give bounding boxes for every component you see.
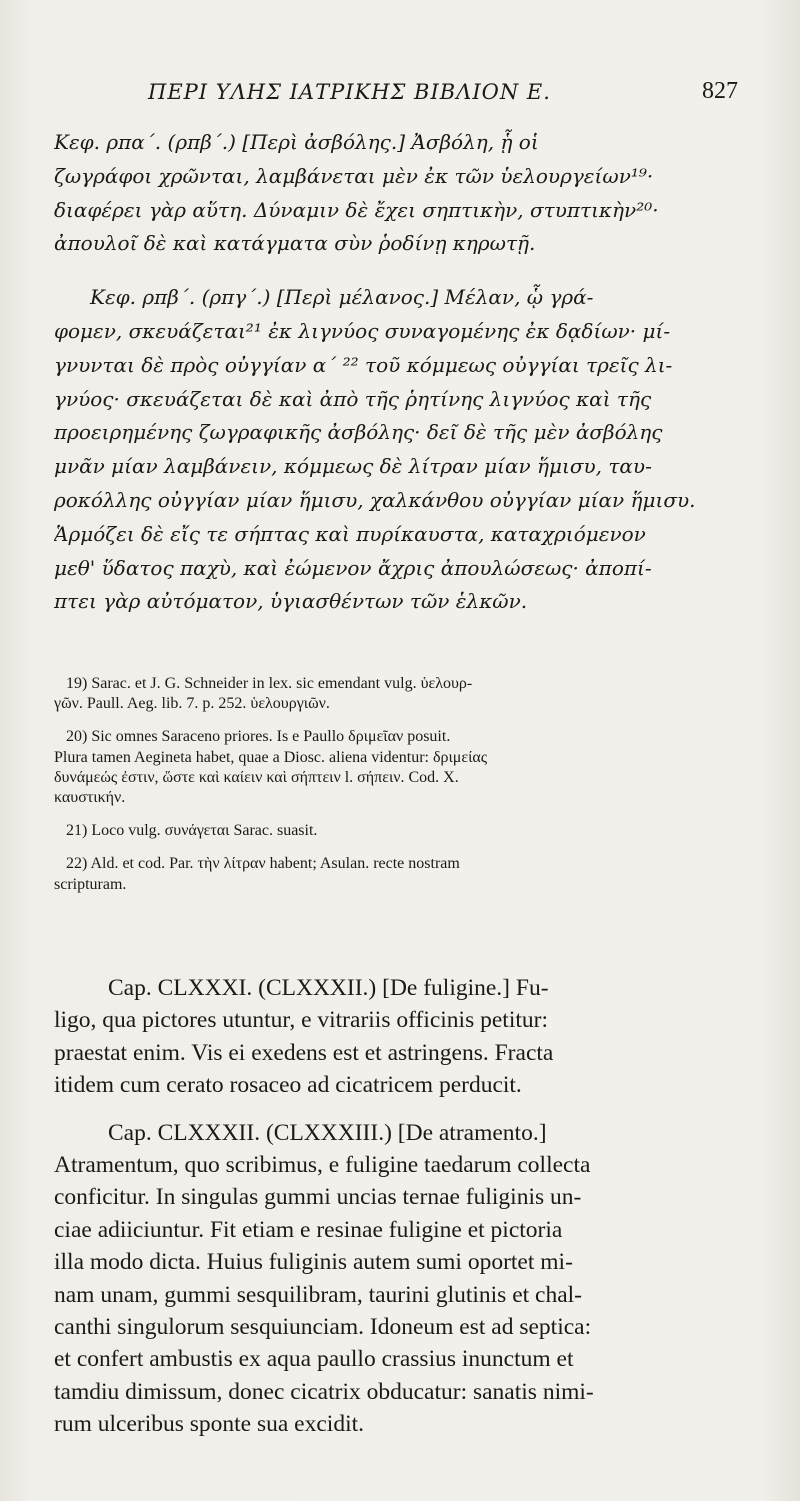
latin-line: nam unam, gummi sesquilibram, taurini glutinis et chal- xyxy=(54,1281,583,1308)
greek-line: Κεφ. ρπβ΄. (ρπγ΄.) [Περὶ μέλανος.] Μέλαν, ᾧ γρά- xyxy=(90,285,594,310)
latin-line: tamdiu dimissum, donec cicatrix obducatur: sanatis nimi- xyxy=(54,1378,594,1405)
greek-line: μνᾶν μίαν λαμβάνειν, κόμμεως δὲ λίτραν μίαν ἥμισυ, ταυ- xyxy=(54,454,652,479)
footnote-line: 21) Loco vulg. συνάγεται Sarac. suasit. xyxy=(66,822,318,840)
footnote xyxy=(54,727,766,808)
latin-line: itidem cum cerato rosaceo ad cicatricem perducit. xyxy=(54,1072,522,1099)
greek-line: ροκόλλης οὐγγίαν μίαν ἥμισυ, χαλκάνθου οὐγγίαν μίαν ἥμισυ. xyxy=(54,487,696,512)
page-number: 827 xyxy=(702,78,738,104)
latin-line: ligo, qua pictores utuntur, e vitrariis officinis petitur: xyxy=(54,1007,548,1034)
greek-line: φομεν, σκευάζεται²¹ ἐκ λιγνύος συναγομένης ἐκ δᾳδίων· μί- xyxy=(54,318,671,343)
footnote-line: 22) Ald. et cod. Par. τὴν λίτραν habent; Asulan. recte nostram xyxy=(66,855,460,873)
latin-line: Cap. CLXXXI. (CLXXXII.) [De fuligine.] Fu- xyxy=(108,975,549,1001)
greek-line: ζωγράφοι χρῶνται, λαμβάνεται μὲν ἐκ τῶν ὑελουργείων¹⁹· xyxy=(54,163,654,188)
footnote-line: καυστικήν. xyxy=(54,788,126,806)
footnote-line: 19) Sarac. et J. G. Schneider in lex. sic emendant vulg. ὑελουρ- xyxy=(66,675,473,692)
latin-line: Cap. CLXXXII. (CLXXXIII.) [De atramento.] xyxy=(108,1119,547,1146)
latin-line: et confert ambustis ex aqua paullo crassius inunctum et xyxy=(54,1346,574,1373)
greek-line: γνυνται δὲ πρὸς οὐγγίαν α΄ ²² τοῦ κόμμεως οὐγγίαι τρεῖς λι- xyxy=(54,352,673,377)
greek-line: πτει γὰρ αὐτόματον, ὑγιασθέντων τῶν ἑλκῶν. xyxy=(54,589,528,614)
footnote-line: Plura tamen Aegineta habet, quae a Diosc. aliena videntur: δριμείας xyxy=(54,748,488,766)
footnote xyxy=(54,821,766,841)
latin-paragraph xyxy=(54,972,766,1102)
greek-text xyxy=(54,126,766,619)
greek-line: μεθ' ὕδατος παχὺ, καὶ ἐώμενον ἄχρις ἀπουλώσεως· ἀποπί- xyxy=(54,555,652,580)
latin-line: Atramentum, quo scribimus, e fuligine taedarum collecta xyxy=(54,1151,591,1178)
latin-line: conficitur. In singulas gummi uncias ternae fuliginis un- xyxy=(54,1184,582,1211)
running-head: ΠΕΡΙ ΥΛΗΣ ΙΑΤΡΙΚΗΣ ΒΙΒΛΙΟΝ Ε. xyxy=(148,80,551,104)
greek-line: Κεφ. ρπα΄. (ρπβ΄.) [Περὶ ἀσβόλης.] Ἀσβόλη, ᾗ οἱ xyxy=(54,130,539,154)
latin-line: praestat enim. Vis ei exedens est et astringens. Fracta xyxy=(54,1039,554,1066)
footnote xyxy=(54,674,766,714)
footnotes xyxy=(54,674,766,895)
greek-line: Ἁρμόζει δὲ εἴς τε σήπτας καὶ πυρίκαυστα, καταχριόμενον xyxy=(54,521,646,546)
footnote-line: 20) Sic omnes Saraceno priores. Is e Paullo δριμεῖαν posuit. xyxy=(66,728,451,746)
latin-line: ciae adiiciuntur. Fit etiam e resinae fuligine et pictoria xyxy=(54,1216,563,1243)
footnote xyxy=(54,854,766,894)
latin-paragraph xyxy=(54,1117,766,1441)
greek-line: διαφέρει γὰρ αὕτη. Δύναμιν δὲ ἔχει σηπτικὴν, στυπτικὴν²⁰· xyxy=(54,197,659,222)
greek-line: προειρημένης ζωγραφικῆς ἀσβόλης· δεῖ δὲ τῆς μὲν ἀσβόλης xyxy=(54,420,663,445)
footnote-line: δυνάμεώς ἐστιν, ὥστε καὶ καίειν καὶ σήπτειν l. σήπειν. Cod. X. xyxy=(54,768,459,786)
footnote-line: γῶν. Paull. Aeg. lib. 7. p. 252. ὑελουργιῶν. xyxy=(54,695,330,713)
latin-line: rum ulceribus sponte sua excidit. xyxy=(54,1411,364,1438)
latin-text xyxy=(54,972,766,1440)
greek-line: γνύος· σκευάζεται δὲ καὶ ἀπὸ τῆς ῥητίνης λιγνύος καὶ τῆς xyxy=(54,386,652,411)
page-header xyxy=(148,74,748,114)
footnote-line: scripturam. xyxy=(54,875,127,893)
latin-line: illa modo dicta. Huius fuliginis autem sumi oportet mi- xyxy=(54,1249,573,1276)
greek-line: ἀπουλοῖ δὲ καὶ κατάγματα σὺν ῥοδίνῃ κηρωτῇ. xyxy=(54,231,536,256)
latin-line: canthi singulorum sesquiunciam. Idoneum est ad septica: xyxy=(54,1313,592,1340)
